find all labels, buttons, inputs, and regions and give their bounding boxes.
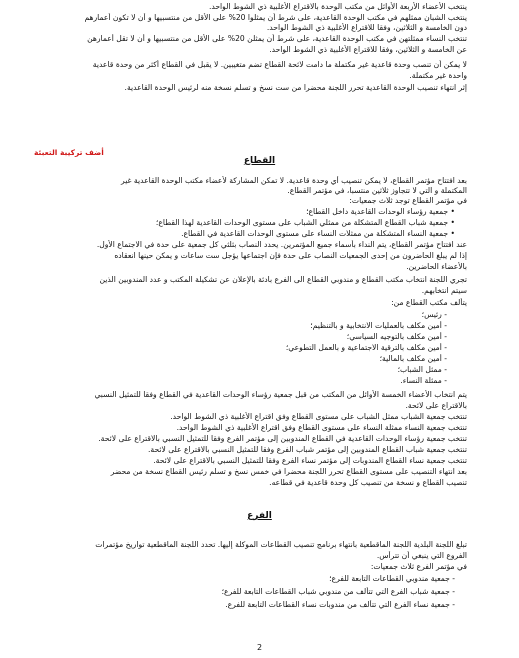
page-number: 2 xyxy=(256,643,263,652)
paragraph-line: إثر انتهاء تنصيب الوحدة القاعدية تحرر اللجنة محضرا من ست نسخ و تسلم نسخة منه لرئيس الوحدة القاعدية. xyxy=(124,83,467,92)
paragraph-line: تبلغ اللجنة البلدية اللجنة الماقطعية بانتهاء برنامج تنصيب القطاعات الموكلة إليها. تحدد اللجنة الماقطعية تواريخ مؤتمرات xyxy=(95,540,467,549)
paragraph-line: المكتملة و التي لا تتجاوز ثلاثين منتسبا، في مؤتمر القطاع. xyxy=(287,186,467,195)
paragraph-line: في مؤتمر القطاع توجد ثلاث جمعيات: xyxy=(349,196,467,205)
list-item: - جمعية نساء الفرع التي تتألف من مندوبات نساء القطاعات التابعة للفرع. xyxy=(54,600,455,609)
paragraph-line: تجري اللجنة انتخاب مكتب القطاع و مندوبي القطاع الى الفرع بادئة بالإعلان عن تشكيلة المكتب و عدد المندوبين الذين xyxy=(99,275,467,284)
list-item: - أمين مكلف بالعمليات الانتخابية و بالتنظيم؛ xyxy=(54,321,447,330)
paragraph-line: عن الخامسة و الثلاثين، وفقا للاقتراع الأغلبية ذي الشوط الواحد. xyxy=(269,45,467,54)
paragraph-line: تنتخب جمعية الشباب ممثل الشباب على مستوى القطاع وفق اقتراع الأغلبية ذي الشوط الواحد. xyxy=(170,412,467,421)
red-annotation-note: أضف تركيبة التعبئة xyxy=(34,148,104,157)
paragraph-line: إذا لم يبلغ الحاضرون من إحدى الجمعيات النصاب على حدة فإن اجتماعها يؤجل ست ساعات و يمكن حينها انعقاده xyxy=(114,251,467,260)
list-item: - ممثلة النساء. xyxy=(54,376,447,385)
paragraph-line: عند افتتاح مؤتمر القطاع، يتم النداء بأسماء جميع المؤتمرين. يحدد النصاب بثلثي كل جمعية على حدة في الاجتماع الأول. xyxy=(96,240,467,249)
paragraph-line: بعد افتتاح مؤتمر القطاع، لا يمكن تنصيب أي وحدة قاعدية. لا تمكن المشاركة لأعضاء مكتب الوحدة القاعدية غير xyxy=(121,176,467,185)
paragraph-line: دون الخامسة و الثلاثين، وفقا للاقتراع الأغلبية ذي الشوط الواحد. xyxy=(266,23,467,32)
paragraph-line: سيتم انتخابهم. xyxy=(421,286,467,295)
list-item: - أمين مكلف بالترقية الاجتماعية و بالعمل التطوعي؛ xyxy=(54,343,447,352)
section-heading-branch: الفرع xyxy=(247,511,272,521)
paragraph-line: لا يمكن أن تنصب وحدة قاعدية غير مكتملة ما دامت لائحة القطاع تضم متغيبين. لا يقبل في القطاع أكثر من وحدة قاعدية xyxy=(92,60,467,69)
paragraph-line: بعد انتهاء التنصيب على مستوى القطاع تحرر اللجنة محضرا في خمس نسخ و تسلم رئيس القطاع نسخة من محضر xyxy=(110,467,467,476)
paragraph-line: بالاقتراع على لائحة. xyxy=(405,401,467,410)
list-item: • جمعية شباب القطاع المتشكلة من ممثلي الشباب على مستوى الوحدات القاعدية لهذا القطاع؛ xyxy=(54,218,455,227)
list-item: - رئيس؛ xyxy=(54,310,447,319)
paragraph-line: يتم انتخاب الأعضاء الخمسة الأوائل من المكتب من قبل جمعية رؤساء الوحدات القاعدية في القطاع وفقا للتمثيل النسبي xyxy=(94,390,467,399)
paragraph-line: الفروع التي ينبغي أن تترأس. xyxy=(376,551,467,560)
paragraph-line: تنتخب جمعية رؤساء الوحدات القاعدية في القطاع المندوبين إلى مؤتمر الفرع وفقا للتمثيل النسبي بالاقتراع على لائحة. xyxy=(98,434,467,443)
paragraph-line: تنتخب جمعية النساء ممثلة النساء على مستوى القطاع وفق اقتراع الأغلبية ذي الشوط الواحد. xyxy=(176,423,467,432)
paragraph-line: ينتخب الشبان ممثلهم في مكتب الوحدة القاعدية، على شرط أن يمثلوا 20% على الأقل من منتسبيها و أن لا تكون أعمارهم xyxy=(84,13,467,22)
paragraph-line: تنتخب النساء ممثلتهن في مكتب الوحدة القاعدية، على شرط أن يمثلن 20% على الأقل من منتسبيها و أن لا تقل أعمارهن xyxy=(87,34,467,43)
paragraph-line: في مؤتمر الفرع ثلاث جمعيات: xyxy=(370,562,467,571)
paragraph-line: يتألف مكتب القطاع من: xyxy=(391,298,467,307)
paragraph-line: تنتخب جمعية شباب القطاع المندوبين إلى مؤتمر شباب الفرع وفقا للتمثيل النسبي بالاقتراع على لائحة. xyxy=(147,445,467,454)
list-item: - ممثل الشباب؛ xyxy=(54,365,447,374)
list-item: • جمعية النساء المتشكلة من ممثلات النساء على مستوى الوحدات القاعدية في القطاع. xyxy=(54,229,455,238)
paragraph-line: ينتخب الأعضاء الأربعة الأوائل من مكتب الوحدة بالاقتراع الأغلبية ذي الشوط الواحد. xyxy=(208,2,467,11)
paragraph-line: واحدة غير مكتملة. xyxy=(409,71,467,80)
list-item: • جمعية رؤساء الوحدات القاعدية داخل القطاع؛ xyxy=(54,207,455,216)
paragraph-line: تنصيب القطاع و نسخة من تنصيب كل وحدة قاعدية في قطاعه. xyxy=(269,478,467,487)
list-item: - جمعية مندوبي القطاعات التابعة للفرع؛ xyxy=(54,574,455,583)
paragraph-line: بالأعضاء الحاضرين. xyxy=(406,262,467,271)
list-item: - جمعية شباب الفرع التي تتألف من مندوبي شباب القطاعات التابعة للفرع؛ xyxy=(54,587,455,596)
list-item: - أمين مكلف بالمالية؛ xyxy=(54,354,447,363)
list-item: - أمين مكلف بالتوجيه السياسي؛ xyxy=(54,332,447,341)
section-heading-sector: القطاع xyxy=(243,156,276,166)
paragraph-line: تنتخب جمعية نساء القطاع المندوبات إلى مؤتمر نساء الفرع وفقا للتمثيل النسبي بالاقتراع على لائحة. xyxy=(153,456,467,465)
